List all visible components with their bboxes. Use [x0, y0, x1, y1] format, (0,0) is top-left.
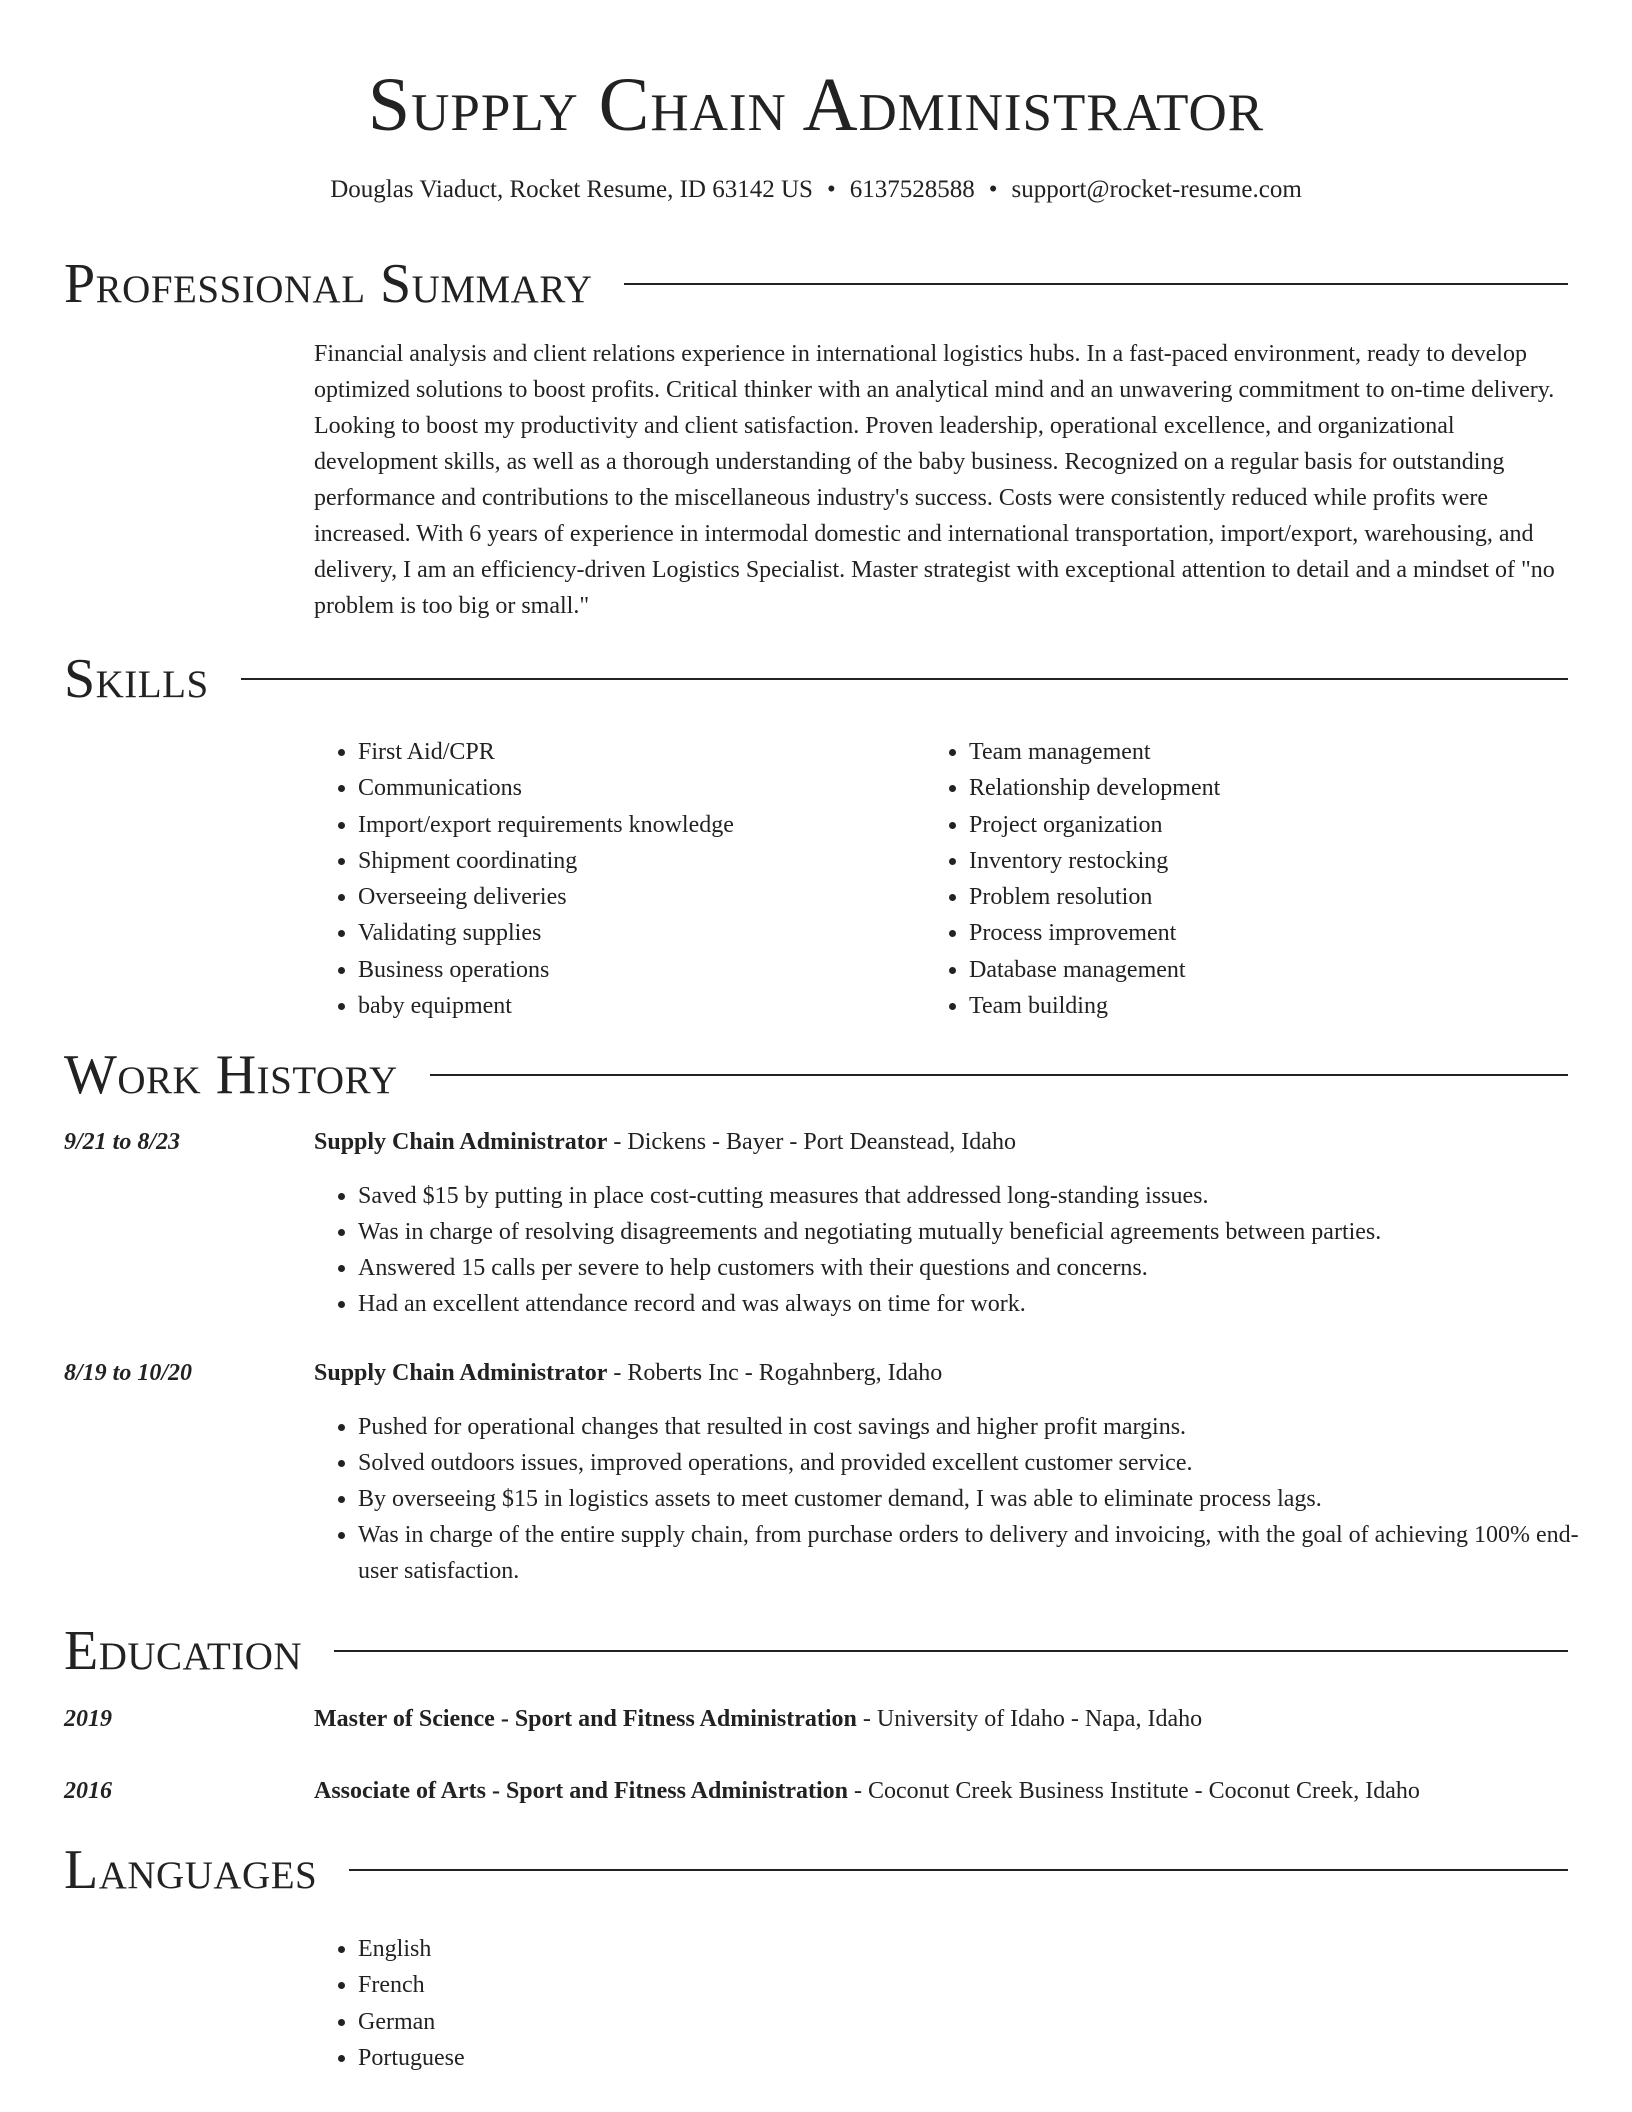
section-header-work [64, 1043, 1568, 1107]
section-title: Skills [64, 648, 209, 710]
contact-email[interactable]: support@rocket-resume.com [1011, 176, 1302, 203]
job-bullet: • Solved outdoors issues, improved operations, and provided excellent customer service. [358, 1445, 1612, 1481]
education-year: 2019 [64, 1706, 112, 1732]
job-bullet: • By overseeing $15 in logistics assets to meet customer demand, I was able to eliminate process lags. [358, 1481, 1612, 1517]
resume-name: Supply Chain Administrator [367, 63, 1265, 147]
section-header-summary [64, 252, 1568, 316]
skills-list-right [925, 734, 1220, 1024]
language-item: • English [358, 1931, 465, 1967]
job-dates: 8/19 to 10/20 [64, 1360, 193, 1386]
contact-separator: • [826, 176, 836, 203]
education-degree: Associate of Arts - Sport and Fitness Administration [314, 1778, 849, 1804]
education-details: - Coconut Creek Business Institute - Coconut Creek, Idaho [848, 1778, 1420, 1804]
job-role: Supply Chain Administrator [314, 1129, 608, 1155]
contact-phone: 6137528588 [849, 176, 975, 203]
education-entry [314, 1701, 1202, 1737]
education-entry [314, 1773, 1420, 1809]
skill-item: • Problem resolution [969, 879, 1220, 915]
section-divider [349, 1869, 1568, 1871]
job-bullets [314, 1409, 1612, 1589]
job-bullets [314, 1178, 1612, 1322]
skill-item: • Project organization [969, 807, 1220, 843]
skill-item: • Relationship development [969, 770, 1220, 806]
skill-item: • Import/export requirements knowledge [358, 807, 734, 843]
skill-item: • Database management [969, 952, 1220, 988]
section-title: Education [64, 1620, 303, 1682]
contact-separator: • [988, 176, 998, 203]
section-divider [430, 1074, 1568, 1076]
job-details: - Dickens - Bayer - Port Deanstead, Idaho [607, 1129, 1016, 1155]
summary-text: Financial analysis and client relations experience in international logistics hubs. In a fast-paced environment, ready to develop optimized solutions to boost profits. Critical thinker with an analytical mind and an unwavering commitment to on-time delivery. Looking to boost my productivity and client satisfaction. Proven leadership, operational excellence, and organizational development skills, as well as a thorough understanding of the baby business. Recognized on a regular basis for outstanding performance and contributions to the miscellaneous industry's success. Costs were consistently reduced while profits were increased. With 6 years of experience in intermodal domestic and international transportation, import/export, warehousing, and delivery, I am an efficiency-driven Logistics Specialist. Master strategist with exceptional attention to detail and a mindset of "no problem is too big or small." [314, 341, 1555, 619]
skill-item: • Shipment coordinating [358, 843, 734, 879]
contact-line [0, 172, 1632, 208]
skill-item: • Business operations [358, 952, 734, 988]
job-bullet: • Saved $15 by putting in place cost-cutting measures that addressed long-standing issues. [358, 1178, 1612, 1214]
skill-item: • Overseeing deliveries [358, 879, 734, 915]
section-divider [334, 1650, 1568, 1652]
job-role: Supply Chain Administrator [314, 1360, 608, 1386]
education-details: - University of Idaho - Napa, Idaho [856, 1706, 1203, 1732]
section-divider [241, 678, 1568, 680]
skills-list-left [314, 734, 734, 1024]
job-dates: 9/21 to 8/23 [64, 1129, 181, 1155]
skill-item: • First Aid/CPR [358, 734, 734, 770]
section-title: Languages [64, 1839, 318, 1901]
job-details: - Roberts Inc - Rogahnberg, Idaho [607, 1360, 943, 1386]
section-header-skills [64, 647, 1568, 711]
skill-item: • Team building [969, 988, 1220, 1024]
skill-item: • Inventory restocking [969, 843, 1220, 879]
job-bullet: • Was in charge of the entire supply chain, from purchase orders to delivery and invoicing, with the goal of achieving 100% end-user satisfaction. [358, 1517, 1612, 1589]
job-header [314, 1124, 1016, 1160]
section-header-education [64, 1619, 1568, 1683]
language-item: • French [358, 1967, 465, 2003]
languages-list [314, 1931, 465, 2076]
language-item: • Portuguese [358, 2040, 465, 2076]
contact-address: Douglas Viaduct, Rocket Resume, ID 63142 US [330, 176, 813, 203]
section-title: Work History [64, 1044, 398, 1106]
job-header [314, 1355, 942, 1391]
section-divider [624, 283, 1568, 285]
job-bullet: • Was in charge of resolving disagreements and negotiating mutually beneficial agreements between parties. [358, 1214, 1612, 1250]
education-degree: Master of Science - Sport and Fitness Administration [314, 1706, 857, 1732]
skill-item: • Process improvement [969, 915, 1220, 951]
skill-item: • baby equipment [358, 988, 734, 1024]
job-bullet: • Pushed for operational changes that resulted in cost savings and higher profit margins. [358, 1409, 1612, 1445]
language-item: • German [358, 2004, 465, 2040]
education-year: 2016 [64, 1778, 112, 1804]
skill-item: • Team management [969, 734, 1220, 770]
skill-item: • Validating supplies [358, 915, 734, 951]
job-bullet: • Had an excellent attendance record and was always on time for work. [358, 1286, 1612, 1322]
job-bullet: • Answered 15 calls per severe to help customers with their questions and concerns. [358, 1250, 1612, 1286]
section-title: Professional Summary [64, 253, 593, 315]
section-header-languages [64, 1838, 1568, 1902]
skill-item: • Communications [358, 770, 734, 806]
